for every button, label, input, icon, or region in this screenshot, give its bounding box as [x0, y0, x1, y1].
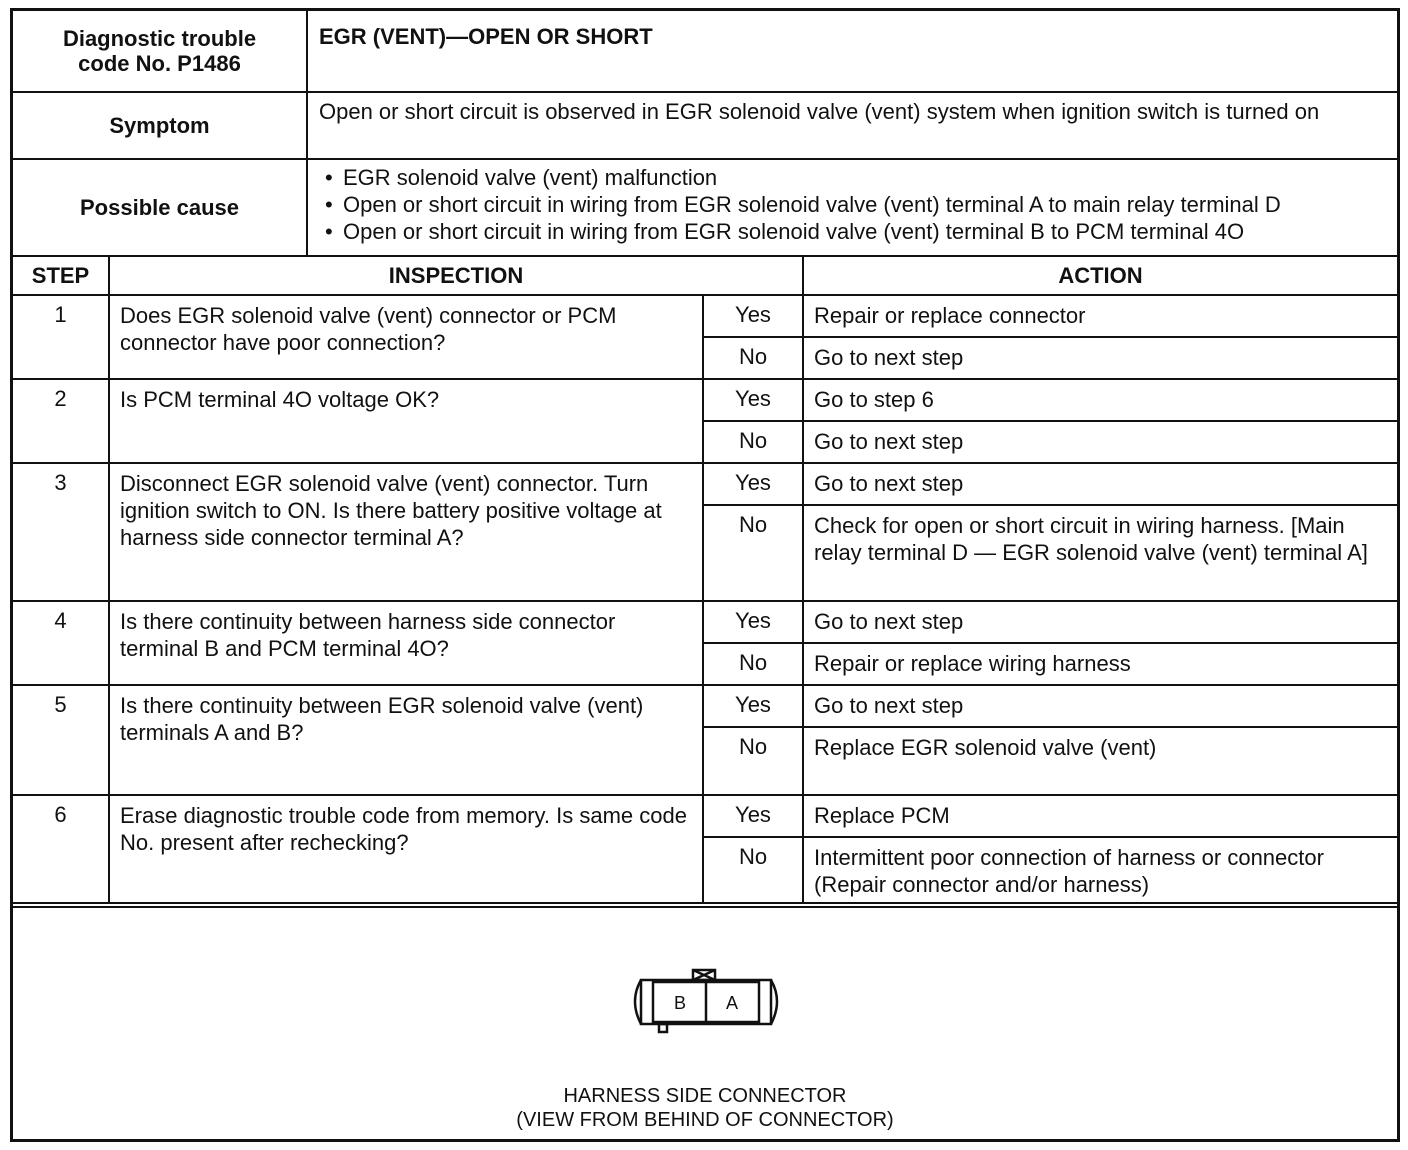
step-inspection: Is there continuity between EGR solenoid valve (vent) terminals A and B?	[109, 685, 703, 795]
step-number: 4	[13, 601, 109, 685]
symptom-label: Symptom	[13, 93, 308, 158]
no-label: No	[703, 643, 803, 685]
cause-row	[13, 160, 1397, 257]
cause-list	[319, 164, 1389, 245]
diagnostic-sheet	[10, 8, 1400, 1142]
steps-header-row	[13, 257, 1397, 295]
yes-label: Yes	[703, 379, 803, 421]
step-number: 2	[13, 379, 109, 463]
symptom-row	[13, 93, 1397, 160]
connector-diagram	[13, 906, 1397, 1139]
no-action: Replace EGR solenoid valve (vent)	[803, 727, 1397, 795]
yes-label: Yes	[703, 463, 803, 505]
table-row	[13, 379, 1397, 421]
caption-line: (VIEW FROM BEHIND OF CONNECTOR)	[516, 1109, 894, 1131]
no-action: Intermittent poor connection of harness or connector (Repair connector and/or harness)	[803, 837, 1397, 903]
no-action: Repair or replace wiring harness	[803, 643, 1397, 685]
step-inspection: Disconnect EGR solenoid valve (vent) connector. Turn ignition switch to ON. Is there battery positive voltage at harness side connector terminal A?	[109, 463, 703, 601]
cause-item: • EGR solenoid valve (vent) malfunction	[319, 164, 1389, 191]
no-label: No	[703, 837, 803, 903]
terminal-a-label: A	[725, 993, 739, 1013]
step-inspection: Does EGR solenoid valve (vent) connector or PCM connector have poor connection?	[109, 295, 703, 379]
table-row	[13, 295, 1397, 337]
step-number: 5	[13, 685, 109, 795]
connector-caption	[13, 1084, 1397, 1132]
yes-action: Go to next step	[803, 463, 1397, 505]
table-row	[13, 685, 1397, 727]
steps-table	[13, 257, 1397, 904]
step-number: 3	[13, 463, 109, 601]
yes-label: Yes	[703, 685, 803, 727]
code-label: Diagnostic trouble code No. P1486	[13, 11, 308, 91]
step-inspection: Is PCM terminal 4O voltage OK?	[109, 379, 703, 463]
col-action-header: ACTION	[803, 257, 1397, 295]
no-label: No	[703, 421, 803, 463]
table-row	[13, 463, 1397, 505]
yes-action: Go to next step	[803, 685, 1397, 727]
caption-line: HARNESS SIDE CONNECTOR	[563, 1085, 847, 1107]
terminal-b-label: B	[673, 993, 687, 1013]
no-action: Go to next step	[803, 337, 1397, 379]
no-action: Check for open or short circuit in wiring harness. [Main relay terminal D — EGR solenoid valve (vent) terminal A]	[803, 505, 1397, 601]
symptom-text: Open or short circuit is observed in EGR solenoid valve (vent) system when ignition switch is turned on	[319, 99, 1320, 124]
harness-connector-figure	[625, 968, 787, 1048]
yes-label: Yes	[703, 601, 803, 643]
step-inspection: Erase diagnostic trouble code from memory. Is same code No. present after rechecking?	[109, 795, 703, 903]
table-row	[13, 601, 1397, 643]
yes-action: Replace PCM	[803, 795, 1397, 837]
connector-pin	[659, 1024, 667, 1032]
no-label: No	[703, 337, 803, 379]
table-row	[13, 795, 1397, 837]
cause-label: Possible cause	[13, 160, 308, 255]
cause-item: • Open or short circuit in wiring from EGR solenoid valve (vent) terminal A to main relay terminal D	[319, 191, 1389, 218]
yes-action: Repair or replace connector	[803, 295, 1397, 337]
code-row	[13, 11, 1397, 93]
yes-action: Go to next step	[803, 601, 1397, 643]
step-inspection: Is there continuity between harness side connector terminal B and PCM terminal 4O?	[109, 601, 703, 685]
yes-label: Yes	[703, 795, 803, 837]
cause-item: • Open or short circuit in wiring from EGR solenoid valve (vent) terminal B to PCM terminal 4O	[319, 218, 1389, 245]
no-label: No	[703, 505, 803, 601]
no-action: Go to next step	[803, 421, 1397, 463]
code-title: EGR (VENT)—OPEN OR SHORT	[319, 24, 653, 49]
yes-label: Yes	[703, 295, 803, 337]
no-label: No	[703, 727, 803, 795]
col-step-header: STEP	[13, 257, 109, 295]
yes-action: Go to step 6	[803, 379, 1397, 421]
step-number: 6	[13, 795, 109, 903]
step-number: 1	[13, 295, 109, 379]
col-inspection-header: INSPECTION	[109, 257, 803, 295]
cause-list-wrap	[319, 164, 1389, 255]
